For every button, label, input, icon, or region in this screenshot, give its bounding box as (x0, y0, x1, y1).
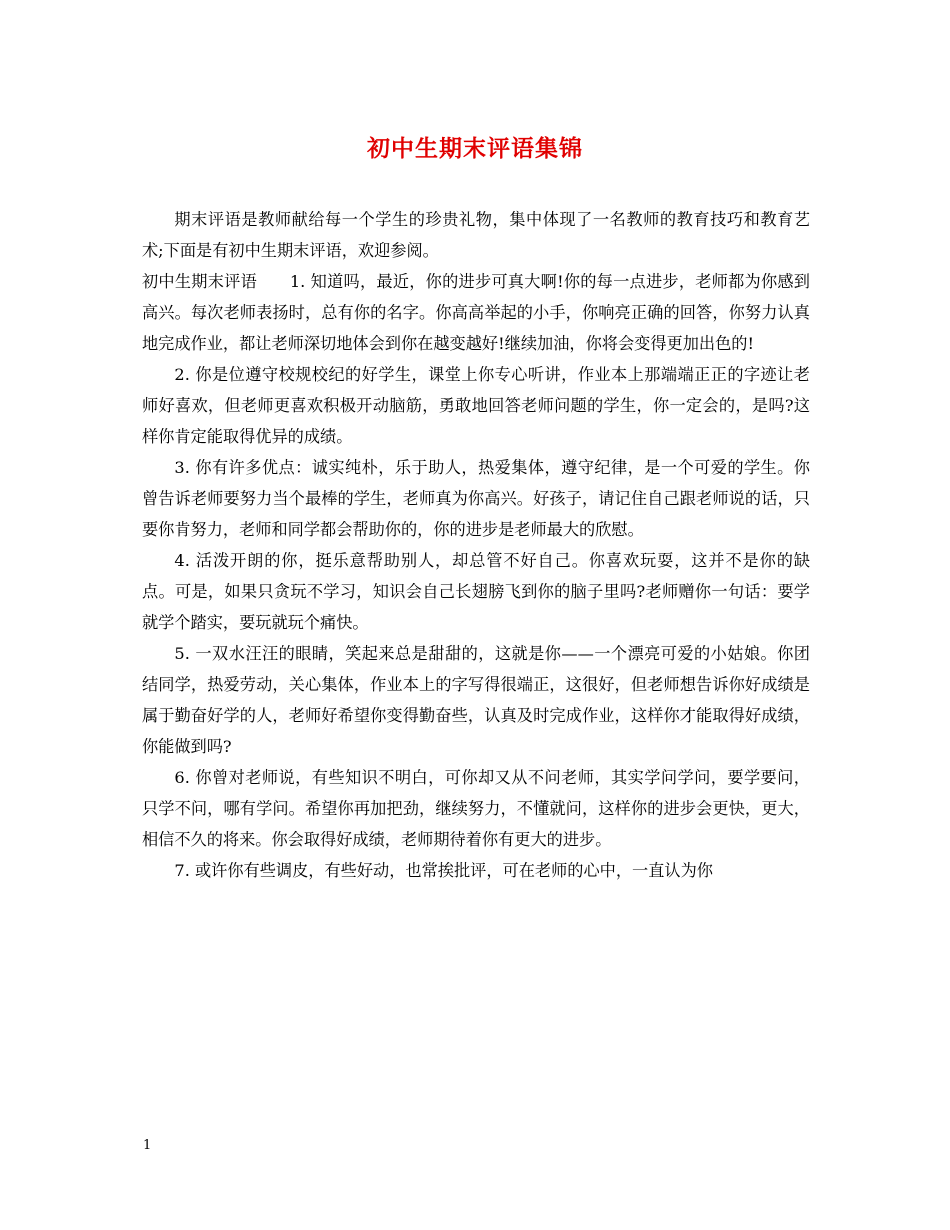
paragraph-comment-5: 5. 一双水汪汪的眼睛，笑起来总是甜甜的，这就是你——一个漂亮可爱的小姑娘。你团结同学，热爱劳动，关心集体，作业本上的字写得很端正，这很好，但老师想告诉你好成绩是属于勤奋好学的人，老师好希望你变得勤奋些，认真及时完成作业，这样你才能取得好成绩，你能做到吗? (142, 644, 810, 756)
paragraph-comment-6: 6. 你曾对老师说，有些知识不明白，可你却又从不问老师，其实学问学问，要学要问，只学不问，哪有学问。希望你再加把劲，继续努力，不懂就问，这样你的进步会更快，更大，相信不久的将来。你会取得好成绩，老师期待着你有更大的进步。 (142, 768, 810, 849)
paragraph-comment-1: 初中生期末评语 1. 知道吗，最近，你的进步可真大啊!你的每一点进步，老师都为你感到高兴。每次老师表扬时，总有你的名字。你高高举起的小手，你响亮正确的回答，你努力认真地完成作业，都让老师深切地体会到你在越变越好!继续加油，你将会变得更加出色的! (142, 272, 810, 353)
document-title: 初中生期末评语集锦 (367, 135, 583, 162)
page-number: 1 (143, 1138, 152, 1153)
paragraph-intro: 期末评语是教师献给每一个学生的珍贵礼物，集中体现了一名教师的教育技巧和教育艺术;下面是有初中生期末评语，欢迎参阅。 (142, 210, 810, 260)
document-body (142, 204, 810, 886)
paragraph-comment-2: 2. 你是位遵守校规校纪的好学生，课堂上你专心听讲，作业本上那端端正正的字迹让老师好喜欢，但老师更喜欢积极开动脑筋，勇敢地回答老师问题的学生，你一定会的，是吗?这样你肯定能取得优异的成绩。 (142, 365, 810, 446)
paragraph-comment-4: 4. 活泼开朗的你，挺乐意帮助别人，却总管不好自己。你喜欢玩耍，这并不是你的缺点。可是，如果只贪玩不学习，知识会自己长翅膀飞到你的脑子里吗?老师赠你一句话：要学就学个踏实，要玩就玩个痛快。 (142, 551, 810, 632)
paragraph-comment-3: 3. 你有许多优点：诚实纯朴，乐于助人，热爱集体，遵守纪律，是一个可爱的学生。你曾告诉老师要努力当个最棒的学生，老师真为你高兴。好孩子，请记住自己跟老师说的话，只要你肯努力，老师和同学都会帮助你的，你的进步是老师最大的欣慰。 (142, 458, 810, 539)
paragraph-comment-7: 7. 或许你有些调皮，有些好动，也常挨批评，可在老师的心中，一直认为你 (174, 861, 713, 880)
